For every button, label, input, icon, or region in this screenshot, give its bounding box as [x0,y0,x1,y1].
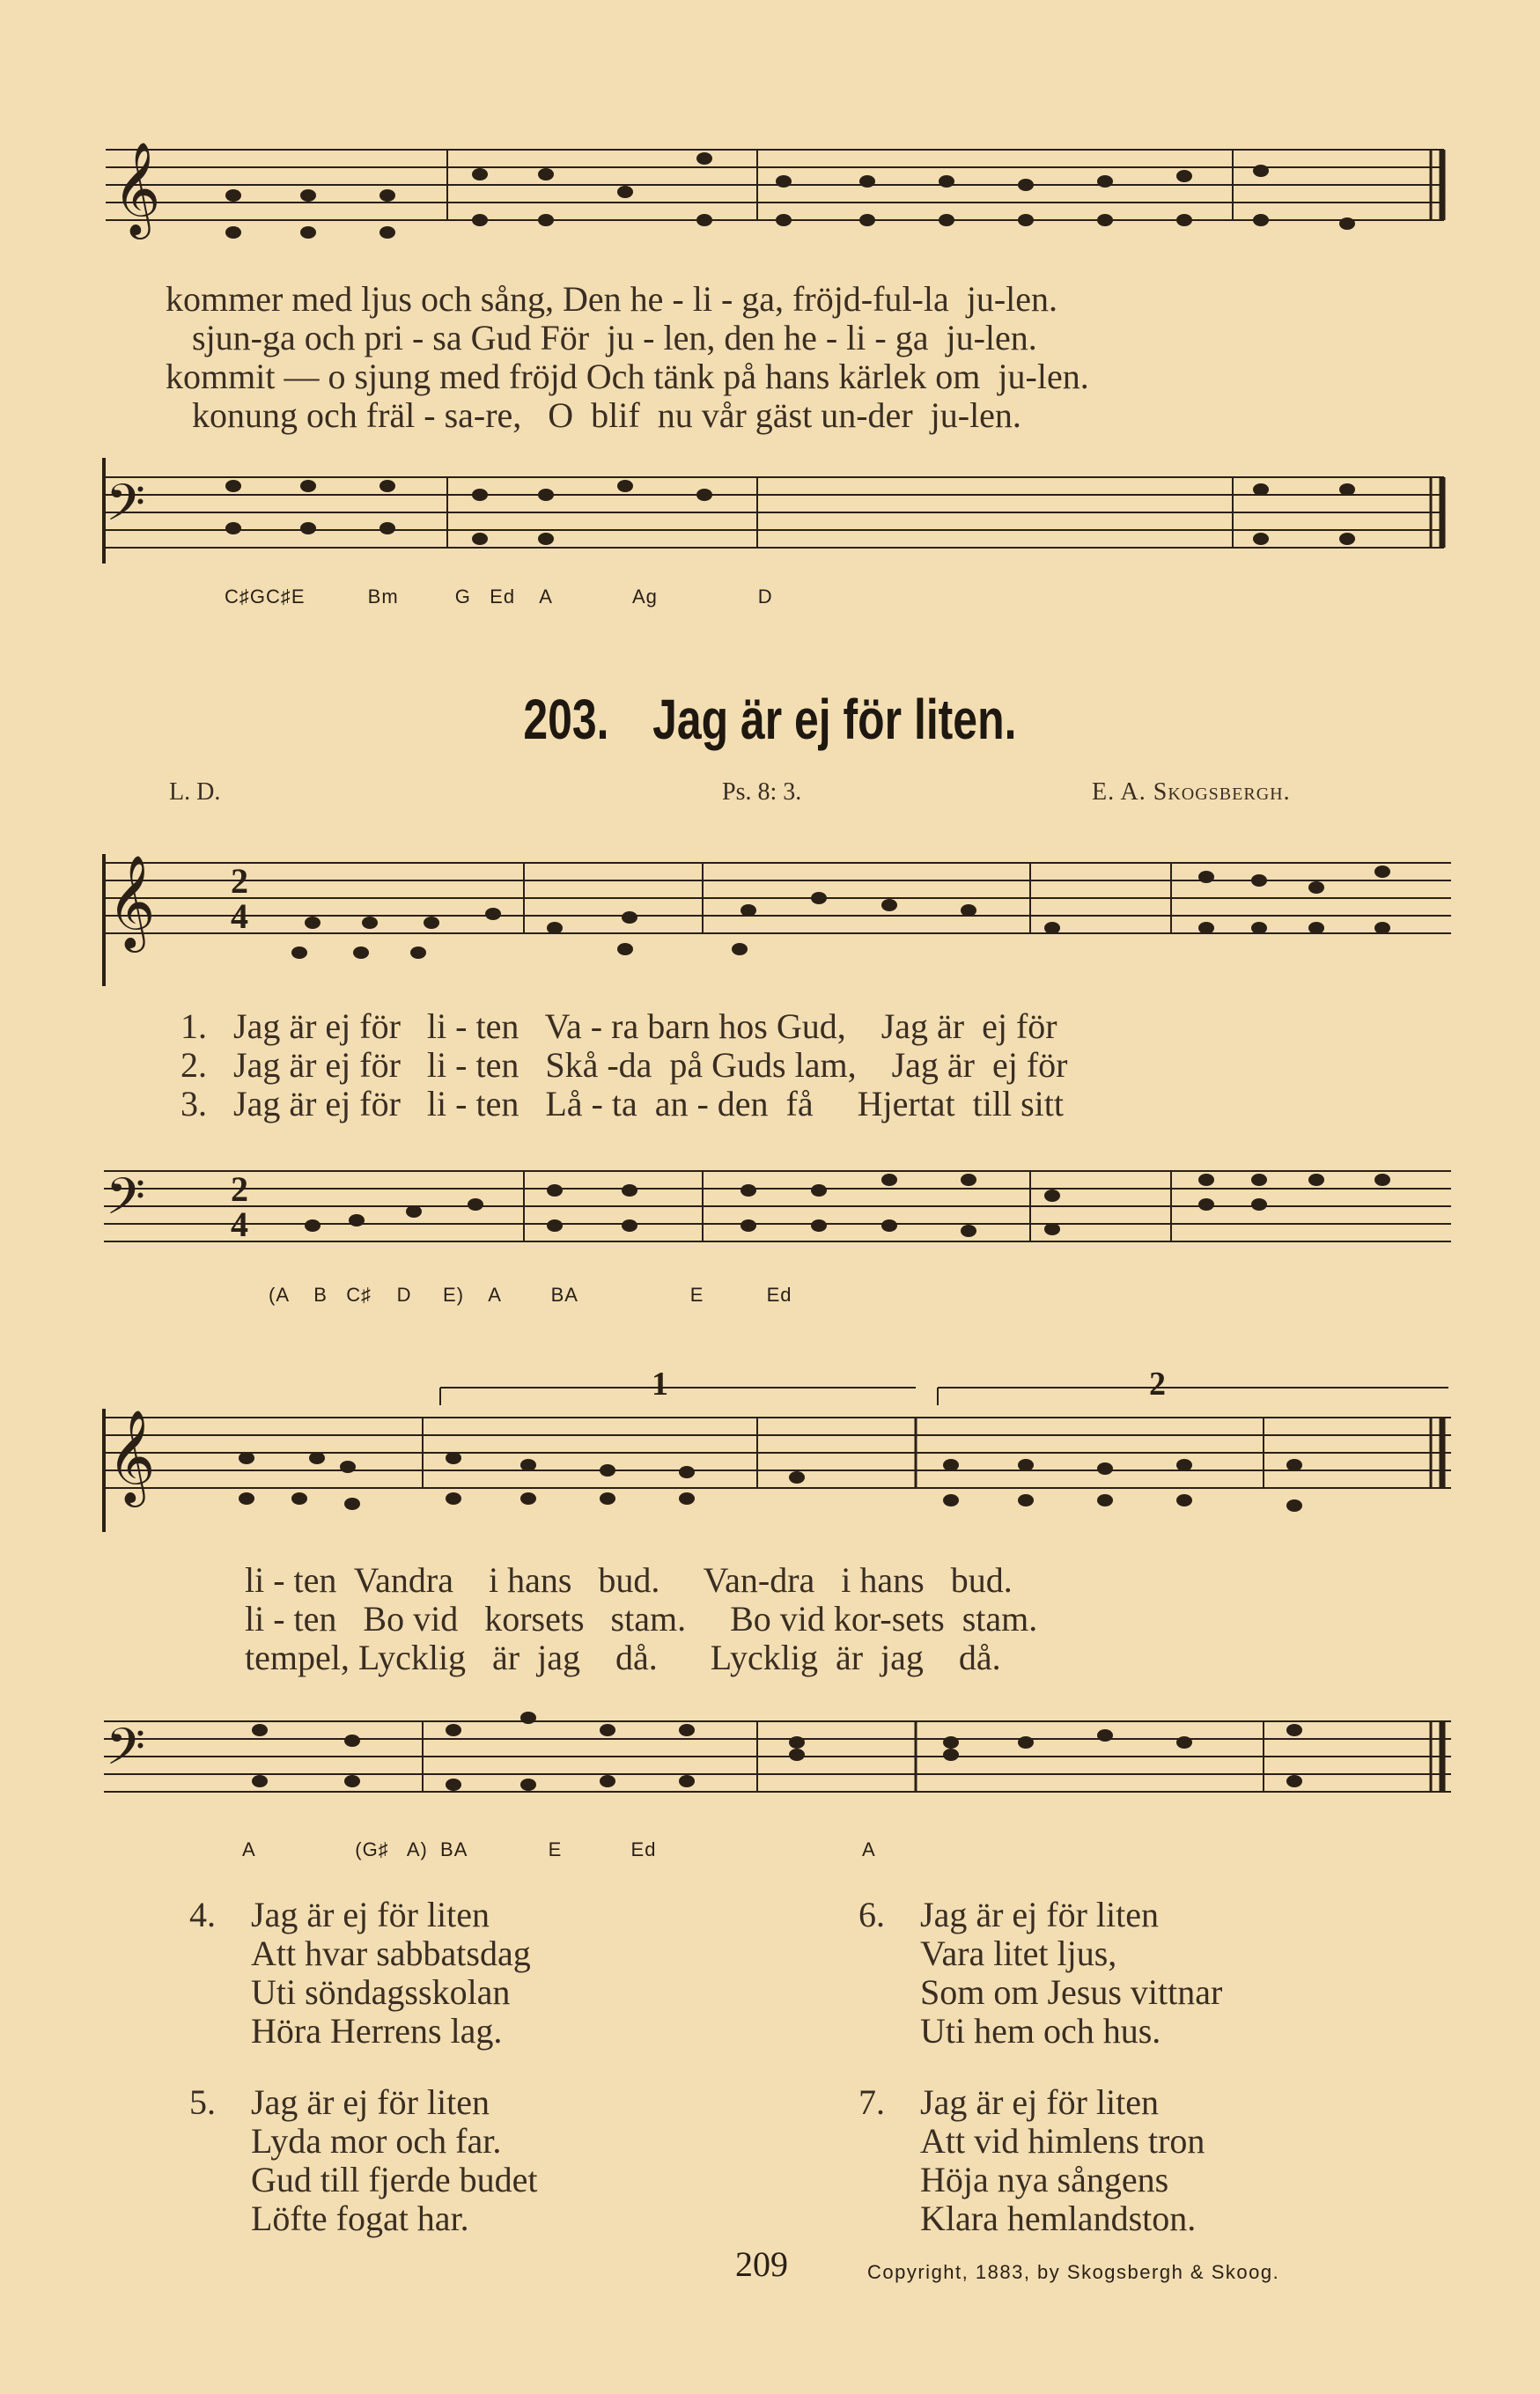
system2-bass-staff [0,1704,1540,1836]
system2-verse-1: li - ten Vandra i hans bud. Van-dra i hans bud. [245,1560,1013,1600]
stanza-4-line-3: Uti söndagsskolan [251,1972,511,2012]
svg-text:𝄞: 𝄞 [113,141,161,235]
stanza-7-line-2: Att vid himlens tron [920,2121,1205,2161]
stanza-5-line-4: Löfte fogat har. [251,2199,469,2238]
svg-text:2: 2 [231,1169,248,1209]
stanza-7 [858,2082,1205,2238]
volta-1-number: 1 [652,1366,668,1403]
svg-text:4: 4 [231,1204,248,1244]
stanza-4-number: 4. [189,1895,216,1934]
system2-treble-staff [0,1374,1540,1532]
stanza-7-line-4: Klara hemlandston. [920,2199,1197,2238]
stanza-4-line-1: Jag är ej för liten [251,1895,490,1934]
top-bass-staff [0,458,1540,581]
copyright-notice: Copyright, 1883, by Skogsbergh & Skoog. [867,2261,1280,2283]
stanza-5-line-2: Lyda mor och far. [251,2121,502,2161]
top-lyric-line-4: konung och fräl - sa-re, O blif nu vår gäst un-der ju-len. [166,395,1021,435]
scripture-reference: Ps. 8: 3. [722,778,802,806]
top-lyric-line-3: kommit — o sjung med fröjd Och tänk på hans kärlek om ju-len. [166,357,1089,396]
stanza-5-line-1: Jag är ej för liten [251,2082,490,2122]
stanza-7-line-1: Jag är ej för liten [920,2082,1159,2122]
svg-text:𝄢: 𝄢 [106,473,146,545]
svg-text:𝄞: 𝄞 [107,1409,156,1503]
stanza-4-line-2: Att hvar sabbatsdag [251,1934,531,1973]
system1-verse-2: 2. Jag är ej för li - ten Skå -da på Guds lam, Jag är ej för [181,1045,1068,1085]
stanza-7-line-3: Höja nya sångens [920,2160,1169,2199]
hymn-meter: L. D. [169,778,221,806]
system2-chord-symbols: A (G♯ A) BA E Ed A [242,1838,876,1860]
stanza-5-number: 5. [189,2082,216,2122]
stanza-4 [189,1895,531,2051]
stanza-6-line-2: Vara litet ljus, [920,1934,1117,1973]
hymn-heading [169,687,1370,752]
system1-chord-symbols: (A B C♯ D E) A BA E Ed [269,1284,792,1306]
stanza-5-line-3: Gud till fjerde budet [251,2160,538,2199]
stanza-7-number: 7. [858,2082,885,2122]
svg-text:2: 2 [231,861,248,901]
top-lyric-line-2: sjun-ga och pri - sa Gud För ju - len, den he - li - ga ju-len. [166,318,1037,357]
stanza-6-line-3: Som om Jesus vittnar [920,1972,1223,2012]
svg-text:4: 4 [231,896,248,936]
top-chord-symbols: C♯GC♯E Bm G Ed A Ag D [225,586,773,608]
system1-verse-3: 3. Jag är ej för li - ten Lå - ta an - den få Hjertat till sitt [181,1084,1065,1123]
hymn-title: Jag är ej för liten. [652,688,1017,751]
svg-text:𝄢: 𝄢 [106,1717,146,1789]
system1-bass-staff [0,1153,1540,1285]
page-number: 209 [735,2244,788,2284]
system2-verse-2: li - ten Bo vid korsets stam. Bo vid kor-sets stam. [245,1599,1038,1639]
stanza-5 [189,2082,538,2238]
system1-verse-1: 1. Jag är ej för li - ten Va - ra barn hos Gud, Jag är ej för [181,1006,1057,1046]
system1-treble-staff [0,836,1540,986]
stanza-6-line-4: Uti hem och hus. [920,2011,1161,2051]
stanza-4-line-4: Höra Herrens lag. [251,2011,503,2051]
stanza-6 [858,1895,1223,2051]
top-lyric-line-1: kommer med ljus och sång, Den he - li - ga, fröjd-ful-la ju-len. [166,279,1058,319]
stanza-6-line-1: Jag är ej för liten [920,1895,1159,1934]
volta-2-number: 2 [1149,1366,1166,1403]
system2-verse-3: tempel, Lycklig är jag då. Lycklig är jag då. [245,1638,1001,1677]
svg-text:𝄞: 𝄞 [107,854,156,948]
svg-text:𝄢: 𝄢 [106,1167,146,1239]
top-treble-staff [0,132,1540,273]
stanza-6-number: 6. [858,1895,885,1934]
composer: E. A. Skogsbergh. [1092,778,1291,806]
hymn-number: 203. [523,688,609,751]
